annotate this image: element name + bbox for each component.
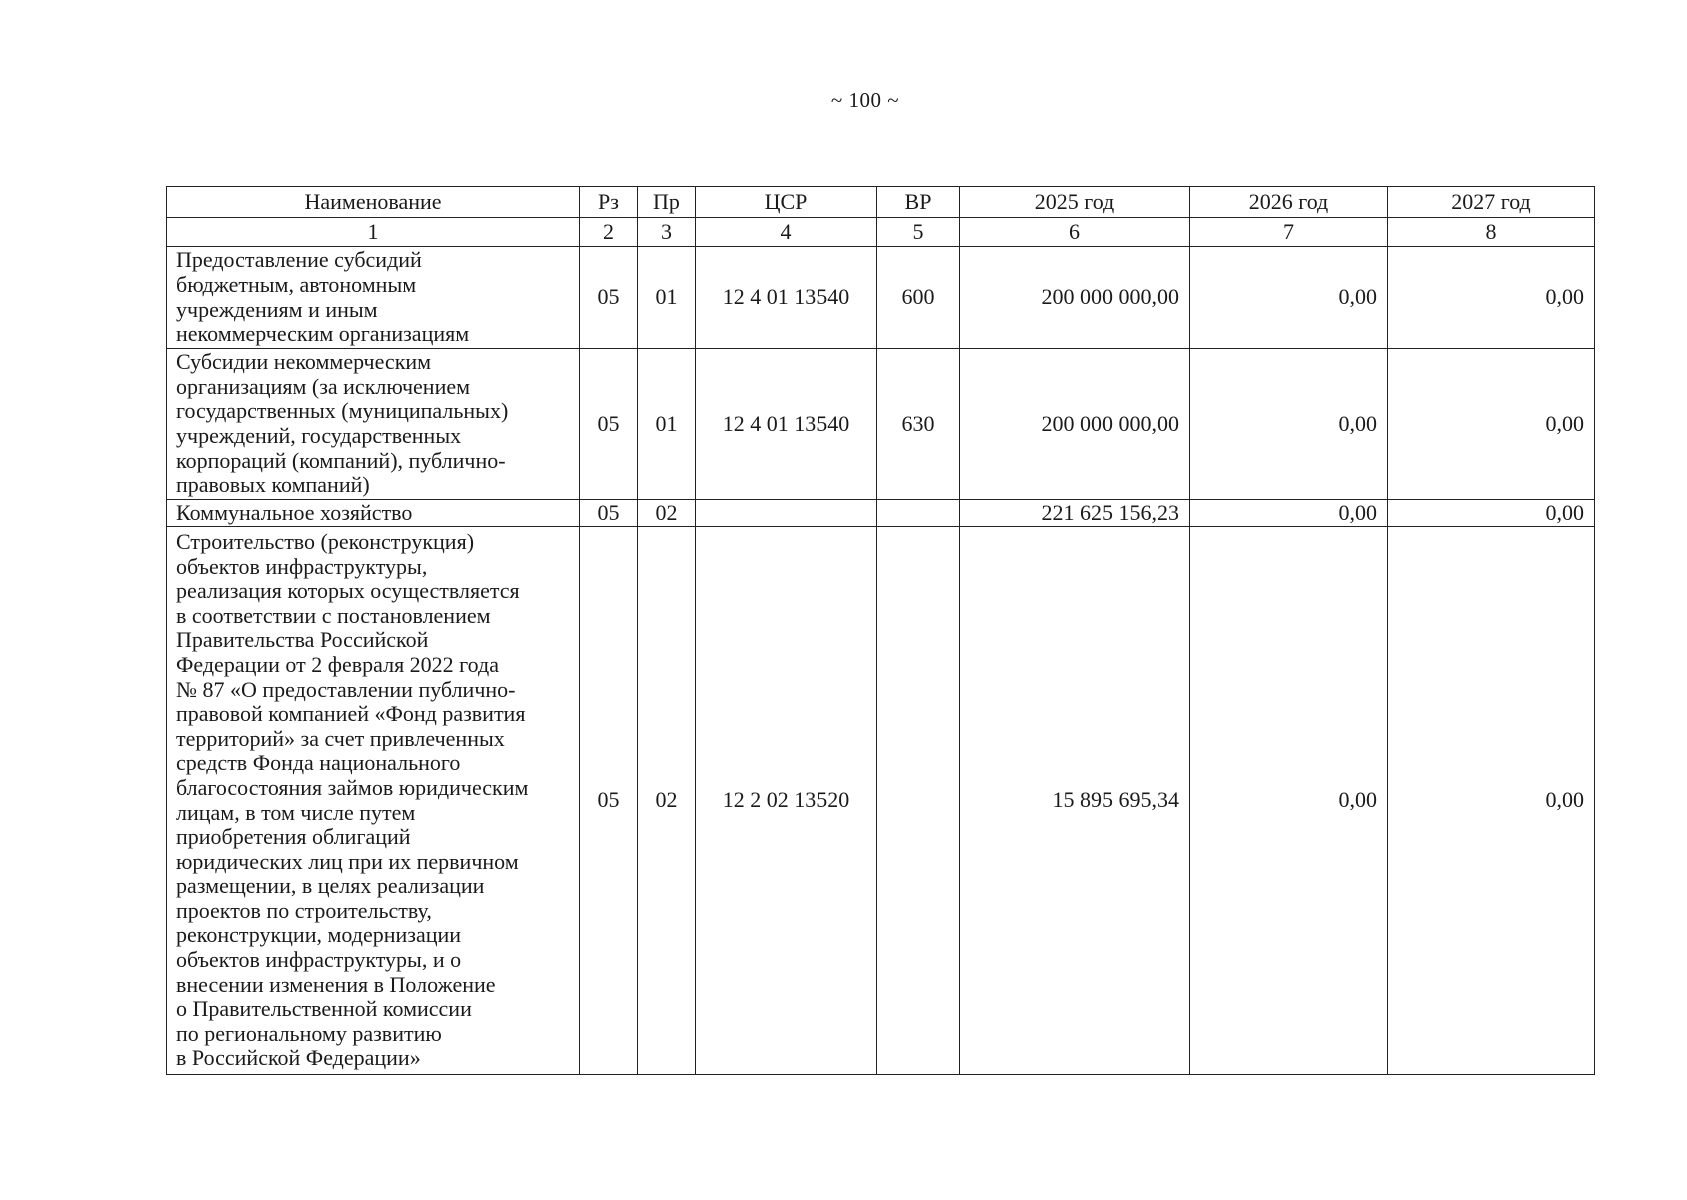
- row-pr: 02: [638, 500, 696, 527]
- row-value-2026: 0,00: [1190, 527, 1388, 1075]
- column-number: 4: [696, 218, 877, 247]
- table-row: [167, 527, 1595, 1075]
- row-name-cell: [167, 500, 580, 527]
- row-name: Коммунальное хозяйство: [176, 499, 413, 525]
- table-row: [167, 349, 1595, 500]
- row-rz: 05: [580, 500, 638, 527]
- column-number-row: [167, 218, 1595, 247]
- row-value-2027: 0,00: [1388, 349, 1595, 500]
- table-row: [167, 500, 1595, 527]
- row-value-2025: 200 000 000,00: [960, 247, 1190, 349]
- header-2025: 2025 год: [960, 187, 1190, 218]
- column-number: 6: [960, 218, 1190, 247]
- column-number: 5: [877, 218, 960, 247]
- row-pr: 01: [638, 349, 696, 500]
- row-name-cell: [167, 349, 580, 500]
- row-pr: 02: [638, 527, 696, 1075]
- header-pr: Пр: [638, 187, 696, 218]
- row-name-cell: [167, 247, 580, 349]
- row-value-2026: 0,00: [1190, 349, 1388, 500]
- budget-table: [166, 186, 1595, 1075]
- row-value-2026: 0,00: [1190, 247, 1388, 349]
- row-vr: [877, 527, 960, 1075]
- row-value-2027: 0,00: [1388, 500, 1595, 527]
- row-value-2026: 0,00: [1190, 500, 1388, 527]
- row-value-2027: 0,00: [1388, 527, 1595, 1075]
- header-row: [167, 187, 1595, 218]
- row-name-cell: [167, 527, 580, 1075]
- header-csr: ЦСР: [696, 187, 877, 218]
- row-vr: [877, 500, 960, 527]
- row-vr: 600: [877, 247, 960, 349]
- row-csr: [696, 500, 877, 527]
- row-csr: 12 4 01 13540: [696, 349, 877, 500]
- column-number: 7: [1190, 218, 1388, 247]
- column-number: 3: [638, 218, 696, 247]
- row-value-2027: 0,00: [1388, 247, 1595, 349]
- header-vr: ВР: [877, 187, 960, 218]
- header-rz: Рз: [580, 187, 638, 218]
- row-value-2025: 200 000 000,00: [960, 349, 1190, 500]
- header-2026: 2026 год: [1190, 187, 1388, 218]
- row-rz: 05: [580, 527, 638, 1075]
- row-rz: 05: [580, 349, 638, 500]
- header-2027: 2027 год: [1388, 187, 1595, 218]
- row-pr: 01: [638, 247, 696, 349]
- row-csr: 12 4 01 13540: [696, 247, 877, 349]
- column-number: 1: [167, 218, 580, 247]
- row-vr: 630: [877, 349, 960, 500]
- column-number: 2: [580, 218, 638, 247]
- row-name: Строительство (реконструкция) объектов инфраструктуры, реализация которых осуществляется в соответствии с постановлением Правительства Российской Федерации от 2 февраля 2022 года № 87 «О предоставлении публично- правовой компанией «Фонд развития территорий» за счет привлеченных средств Фонда национального благосостояния займов юридическим лицам, в том числе путем приобретения облигаций юридических лиц при их первичном размещении, в целях реализации проектов по строительству, реконструкции, модернизации объектов инфраструктуры, и о внесении изменения в Положение о Правительственной комиссии по региональному развитию в Российской Федерации»: [176, 528, 529, 1071]
- header-name: Наименование: [167, 187, 580, 218]
- row-name: Предоставление субсидий бюджетным, автономным учреждениям и иным некоммерческим организациям: [176, 247, 470, 347]
- row-rz: 05: [580, 247, 638, 349]
- row-csr: 12 2 02 13520: [696, 527, 877, 1075]
- table-row: [167, 247, 1595, 349]
- row-name: Субсидии некоммерческим организациям (за исключением государственных (муниципальных) учреждений, государственных корпораций (компаний), публично- правовых компаний): [176, 349, 509, 498]
- row-value-2025: 15 895 695,34: [960, 527, 1190, 1075]
- page-number: ~ 100 ~: [830, 88, 900, 112]
- row-value-2025: 221 625 156,23: [960, 500, 1190, 527]
- column-number: 8: [1388, 218, 1595, 247]
